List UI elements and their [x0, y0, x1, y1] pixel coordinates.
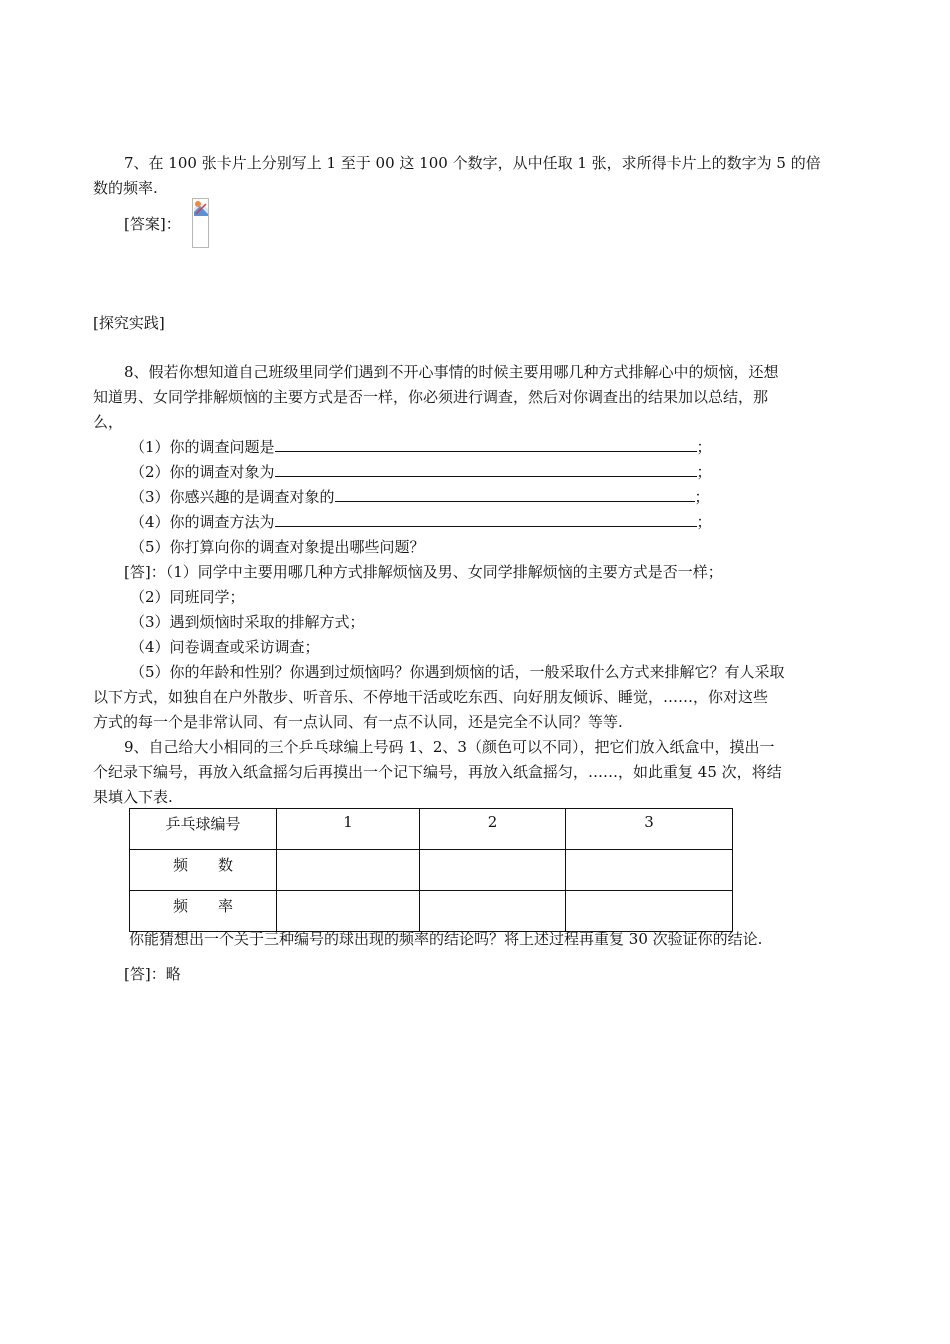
q8-item-1-end: ； [696, 438, 712, 456]
table-header-cell: 乒乓球编号 [130, 809, 277, 850]
row-label-frequency-rate: 频 率 [130, 891, 277, 932]
table-cell[interactable] [566, 891, 733, 932]
q8-answer-line-2: （2）同班同学； [130, 588, 245, 606]
q9-line-3: 果填入下表. [93, 788, 173, 806]
q8-answer-line-7: 方式的每一个是非常认同、有一点认同、有一点不认同，还是完全不认同？等等. [93, 713, 623, 731]
q7-line-1: 7、在 100 张卡片上分别写上 1 至于 00 这 100 个数字，从中任取 1 张，求所得卡片上的数字为 5 的倍 [124, 154, 821, 172]
row-label-frequency-count: 频 数 [130, 850, 277, 891]
table-header-cell: 2 [420, 809, 566, 850]
q8-line-1: 8、假若你想知道自己班级里同学们遇到不开心事情的时候主要用哪几种方式排解心中的烦恼，还想 [124, 363, 779, 381]
table-header-cell: 3 [566, 809, 733, 850]
q8-answer-line-5: （5）你的年龄和性别？你遇到过烦恼吗？你遇到烦恼的话，一般采取什么方式来排解它？有人采取 [130, 663, 785, 681]
q8-item-3 [130, 485, 710, 509]
q8-item-2-end: ； [696, 463, 712, 481]
table-cell[interactable] [420, 891, 566, 932]
q8-answer-line-1: [答]：（1）同学中主要用哪几种方式排解烦恼及男、女同学排解烦恼的主要方式是否一样； [124, 563, 723, 581]
q8-item-2 [130, 460, 712, 484]
q8-item-2-text: （2）你的调查对象为 [130, 463, 275, 481]
section-title: [探究实践] [93, 314, 165, 332]
q9-line-2: 个纪录下编号，再放入纸盒摇匀后再摸出一个记下编号，再放入纸盒摇匀，……，如此重复 45 次，将结 [93, 763, 782, 781]
table-row [130, 891, 733, 932]
q8-item-3-text: （3）你感兴趣的是调查对象的 [130, 488, 335, 506]
broken-image-icon [192, 198, 209, 248]
q8-item-3-blank[interactable] [335, 485, 695, 502]
q8-answer-line-6: 以下方式，如独自在户外散步、听音乐、不停地干活或吃东西、向好朋友倾诉、睡觉，……，你对这些 [93, 688, 769, 706]
q9-answer: [答]：略 [124, 965, 181, 983]
q8-answer-line-4: （4）问卷调查或采访调查； [130, 638, 320, 656]
table-cell[interactable] [566, 850, 733, 891]
q8-answer-line-3: （3）遇到烦恼时采取的排解方式； [130, 613, 365, 631]
q8-item-5: （5）你打算向你的调查对象提出哪些问题？ [130, 538, 425, 556]
table-cell[interactable] [420, 850, 566, 891]
table-header-cell: 1 [277, 809, 420, 850]
q8-line-3: 么， [93, 413, 124, 431]
frequency-table [129, 808, 733, 932]
q8-item-1-text: （1）你的调查问题是 [130, 438, 275, 456]
q9-after-text: 你能猜想出一个关于三种编号的球出现的频率的结论吗？将上述过程再重复 30 次验证你的结论. [129, 930, 763, 948]
table-cell[interactable] [277, 850, 420, 891]
q7-line-2: 数的频率. [93, 179, 158, 197]
q8-item-4-text: （4）你的调查方法为 [130, 513, 275, 531]
q9-line-1: 9、自己给大小相同的三个乒乓球编上号码 1、2、3（颜色可以不同），把它们放入纸盒中，摸出一 [124, 738, 775, 756]
q8-item-3-end: ； [694, 488, 710, 506]
table-row [130, 850, 733, 891]
table-header-row [130, 809, 733, 850]
q8-item-4-blank[interactable] [275, 510, 697, 527]
q8-item-2-blank[interactable] [275, 460, 697, 477]
q7-answer-label: [答案]： [124, 215, 181, 233]
q8-item-4-end: ； [696, 513, 712, 531]
q8-line-2: 知道男、女同学排解烦恼的主要方式是否一样，你必须进行调查，然后对你调查出的结果加以总结，那 [93, 388, 769, 406]
table-cell[interactable] [277, 891, 420, 932]
q8-item-4 [130, 510, 712, 534]
q8-item-1-blank[interactable] [275, 435, 697, 452]
q8-item-1 [130, 435, 712, 459]
